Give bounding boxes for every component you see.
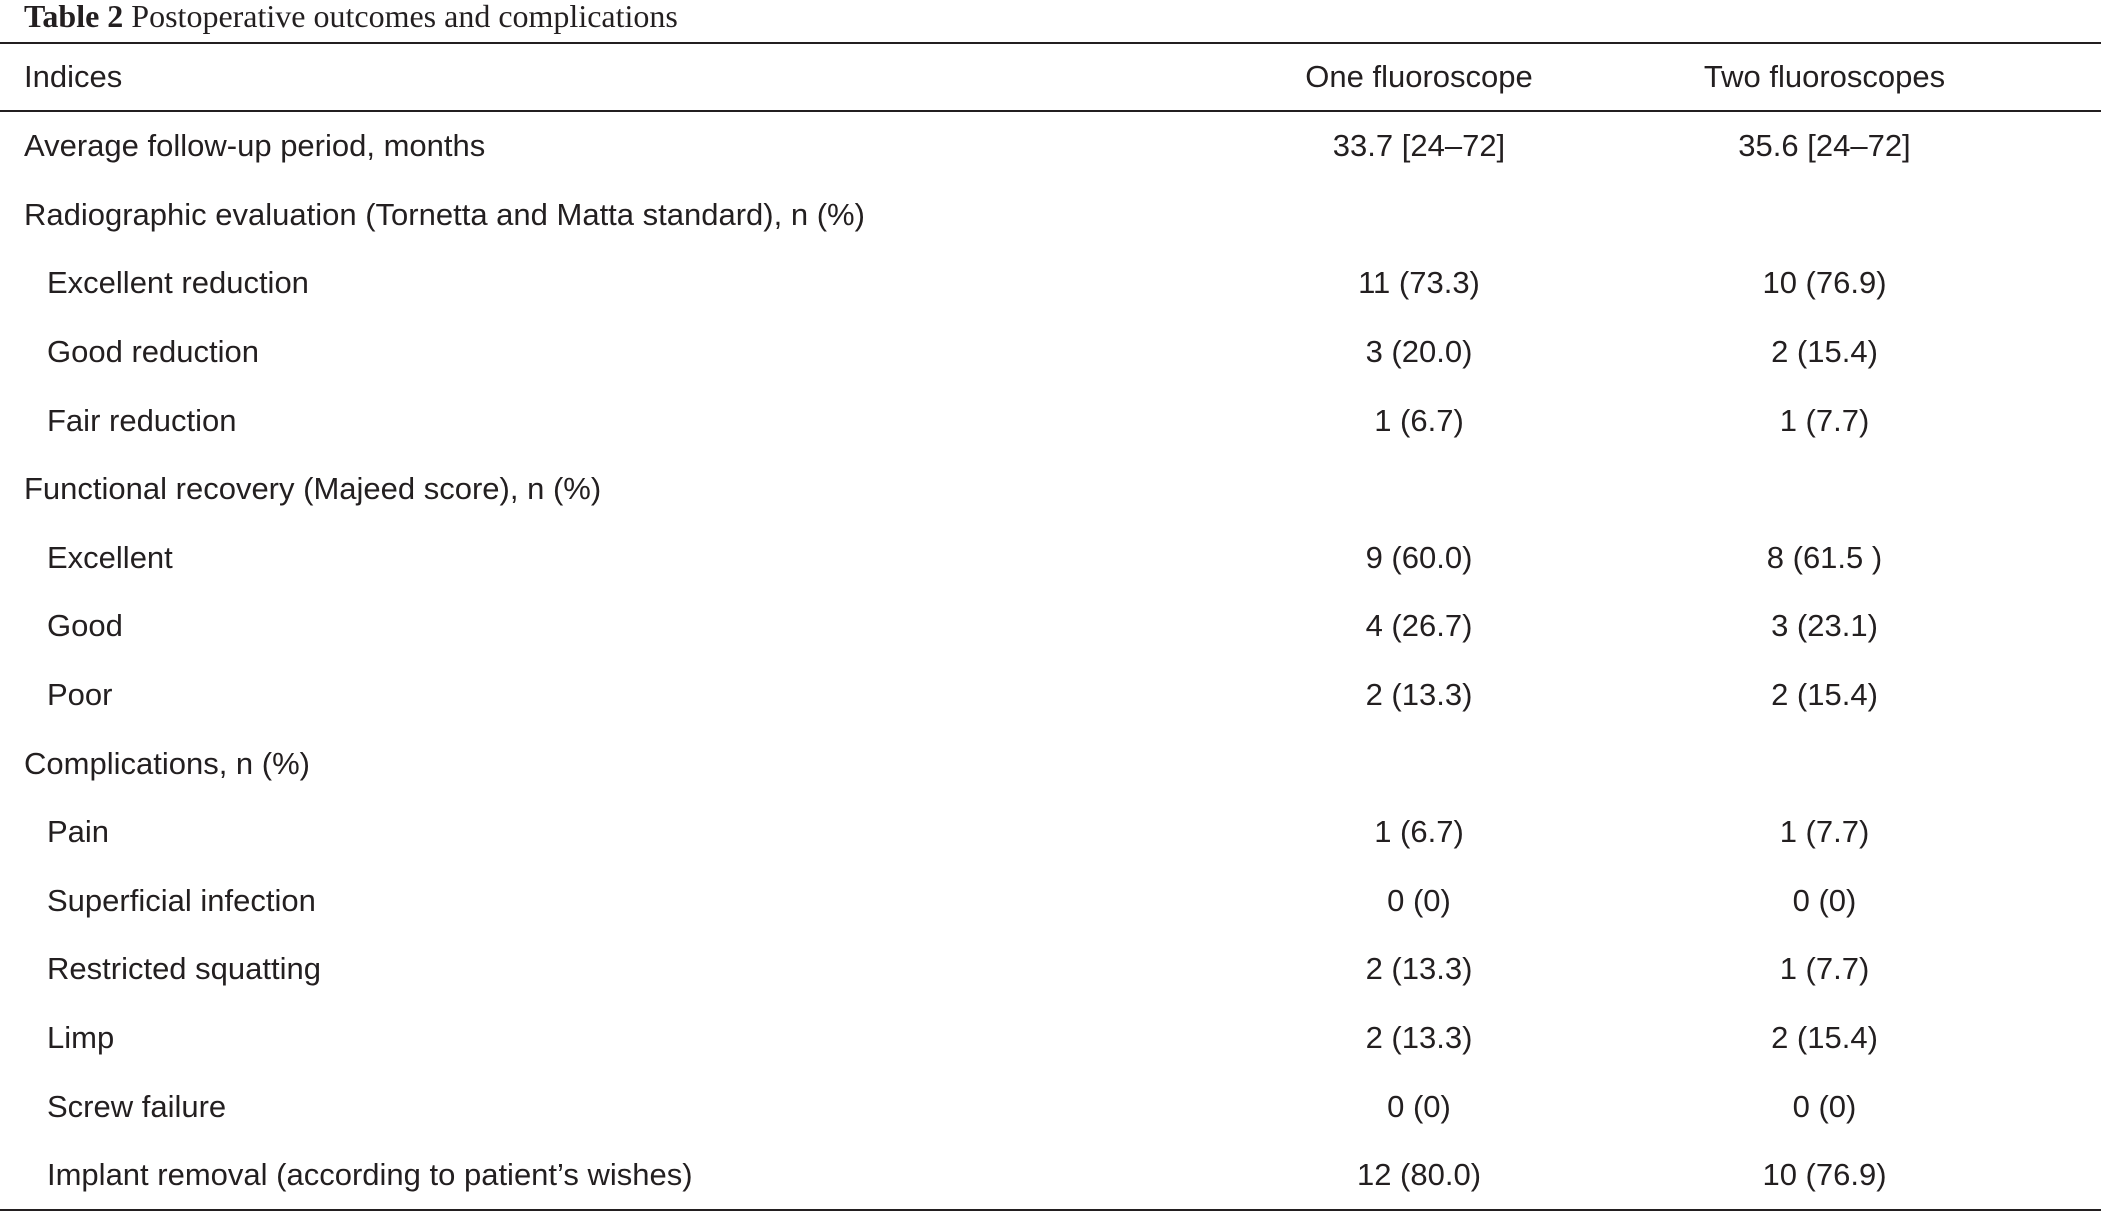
- cell-one-fluoroscope-value: 0 (0): [1387, 882, 1451, 918]
- row-section-label: Complications, n (%): [24, 745, 310, 781]
- cell-one-fluoroscope-value: 4 (26.7): [1365, 608, 1473, 644]
- cell-two-fluoroscopes-value: 1 (7.7): [1779, 402, 1870, 438]
- column-header-one-fluoroscope-label: One fluoroscope: [1305, 59, 1533, 94]
- cell-one-fluoroscope: [1204, 729, 1634, 798]
- table-row: [0, 592, 2101, 661]
- cell-one-fluoroscope-value: 3 (20.0): [1365, 334, 1473, 370]
- row-label: Excellent: [47, 539, 173, 575]
- cell-two-fluoroscopes: [1634, 1004, 2101, 1073]
- table-caption: [24, 0, 678, 38]
- cell-one-fluoroscope: [1204, 1141, 1634, 1210]
- table-header: [0, 44, 2101, 110]
- row-label: Restricted squatting: [47, 951, 321, 987]
- table-row: [0, 318, 2101, 387]
- cell-one-fluoroscope: [1204, 798, 1634, 867]
- cell-two-fluoroscopes-value: 1 (7.7): [1779, 814, 1870, 850]
- cell-one-fluoroscope: [1204, 1004, 1634, 1073]
- cell-one-fluoroscope: [1204, 1072, 1634, 1141]
- row-label: Poor: [47, 677, 113, 713]
- table-row: [0, 798, 2101, 867]
- table-row: [0, 181, 2101, 250]
- cell-one-fluoroscope-value: 2 (13.3): [1365, 951, 1473, 987]
- table-row: [0, 112, 2101, 181]
- cell-two-fluoroscopes-value: 3 (23.1): [1771, 608, 1878, 644]
- table-row: [0, 661, 2101, 730]
- cell-two-fluoroscopes: [1634, 798, 2101, 867]
- header-row: [0, 44, 2101, 110]
- cell-two-fluoroscopes-value: 8 (61.5 ): [1766, 539, 1883, 575]
- cell-two-fluoroscopes: [1634, 592, 2101, 661]
- table-bottom-rule: [0, 1209, 2101, 1211]
- cell-one-fluoroscope-value: 0 (0): [1387, 1088, 1451, 1124]
- table-caption-label: Table 2: [24, 0, 124, 34]
- column-header-two-fluoroscopes: [1634, 44, 2101, 110]
- table-row: [0, 1141, 2101, 1210]
- cell-two-fluoroscopes: [1634, 661, 2101, 730]
- cell-two-fluoroscopes-value: 0 (0): [1792, 882, 1857, 918]
- table-body: [0, 112, 2101, 1210]
- table-caption-text: Postoperative outcomes and complications: [131, 0, 678, 34]
- cell-one-fluoroscope: [1204, 661, 1634, 730]
- row-label: Pain: [47, 814, 110, 850]
- row-label: Limp: [47, 1020, 115, 1056]
- table-row: [0, 1004, 2101, 1073]
- cell-one-fluoroscope: [1204, 181, 1634, 250]
- cell-one-fluoroscope-value: 9 (60.0): [1365, 539, 1473, 575]
- cell-two-fluoroscopes-value: 1 (7.7): [1779, 951, 1870, 987]
- cell-two-fluoroscopes: [1634, 524, 2101, 593]
- cell-one-fluoroscope-value: 2 (13.3): [1365, 677, 1473, 713]
- cell-one-fluoroscope: [1204, 455, 1634, 524]
- row-section-label: Average follow-up period, months: [24, 128, 486, 164]
- table-body-rows: [0, 112, 2101, 1210]
- cell-one-fluoroscope: [1204, 524, 1634, 593]
- cell-one-fluoroscope: [1204, 386, 1634, 455]
- row-label: Good: [47, 608, 123, 644]
- table-row: [0, 386, 2101, 455]
- cell-two-fluoroscopes-value: 10 (76.9): [1762, 265, 1887, 301]
- cell-one-fluoroscope-value: 11 (73.3): [1358, 265, 1480, 301]
- cell-one-fluoroscope-value: 1 (6.7): [1374, 814, 1464, 850]
- cell-two-fluoroscopes: [1634, 1072, 2101, 1141]
- table-row: [0, 1072, 2101, 1141]
- row-label: Superficial infection: [47, 882, 316, 918]
- cell-two-fluoroscopes-value: 2 (15.4): [1771, 1020, 1878, 1056]
- cell-two-fluoroscopes-value: 2 (15.4): [1771, 677, 1878, 713]
- table-row: [0, 729, 2101, 798]
- column-header-one-fluoroscope: [1204, 44, 1634, 110]
- cell-one-fluoroscope: [1204, 112, 1634, 181]
- table-row: [0, 867, 2101, 936]
- cell-one-fluoroscope: [1204, 318, 1634, 387]
- cell-two-fluoroscopes: [1634, 112, 2101, 181]
- table-row: [0, 935, 2101, 1004]
- row-section-label: Radiographic evaluation (Tornetta and Matta standard), n (%): [24, 196, 865, 232]
- cell-two-fluoroscopes: [1634, 386, 2101, 455]
- cell-two-fluoroscopes: [1634, 249, 2101, 318]
- cell-two-fluoroscopes-value: 10 (76.9): [1762, 1157, 1887, 1193]
- cell-two-fluoroscopes: [1634, 181, 2101, 250]
- row-label: Fair reduction: [47, 402, 237, 438]
- cell-two-fluoroscopes-value: 0 (0): [1792, 1088, 1857, 1124]
- row-section-label: Functional recovery (Majeed score), n (%): [24, 471, 602, 507]
- cell-two-fluoroscopes: [1634, 935, 2101, 1004]
- row-label: Excellent reduction: [47, 265, 309, 301]
- column-header-two-fluoroscopes-label: Two fluoroscopes: [1703, 59, 1946, 94]
- cell-one-fluoroscope-value: 12 (80.0): [1356, 1157, 1482, 1193]
- cell-one-fluoroscope: [1204, 935, 1634, 1004]
- table-row: [0, 249, 2101, 318]
- cell-two-fluoroscopes: [1634, 455, 2101, 524]
- row-label: Screw failure: [47, 1088, 227, 1124]
- cell-two-fluoroscopes-value: 35.6 [24–72]: [1738, 128, 1911, 164]
- row-label: Good reduction: [47, 334, 259, 370]
- table-row: [0, 455, 2101, 524]
- cell-two-fluoroscopes: [1634, 729, 2101, 798]
- cell-two-fluoroscopes-value: 2 (15.4): [1771, 334, 1878, 370]
- table-row: [0, 524, 2101, 593]
- cell-two-fluoroscopes: [1634, 1141, 2101, 1210]
- cell-two-fluoroscopes: [1634, 867, 2101, 936]
- column-header-indices: Indices: [24, 59, 123, 94]
- row-label: Implant removal (according to patient’s wishes): [47, 1157, 693, 1193]
- cell-one-fluoroscope-value: 33.7 [24–72]: [1332, 128, 1506, 164]
- cell-one-fluoroscope: [1204, 592, 1634, 661]
- cell-two-fluoroscopes: [1634, 318, 2101, 387]
- cell-one-fluoroscope-value: 2 (13.3): [1365, 1020, 1473, 1056]
- cell-one-fluoroscope: [1204, 867, 1634, 936]
- cell-one-fluoroscope-value: 1 (6.7): [1374, 402, 1464, 438]
- cell-one-fluoroscope: [1204, 249, 1634, 318]
